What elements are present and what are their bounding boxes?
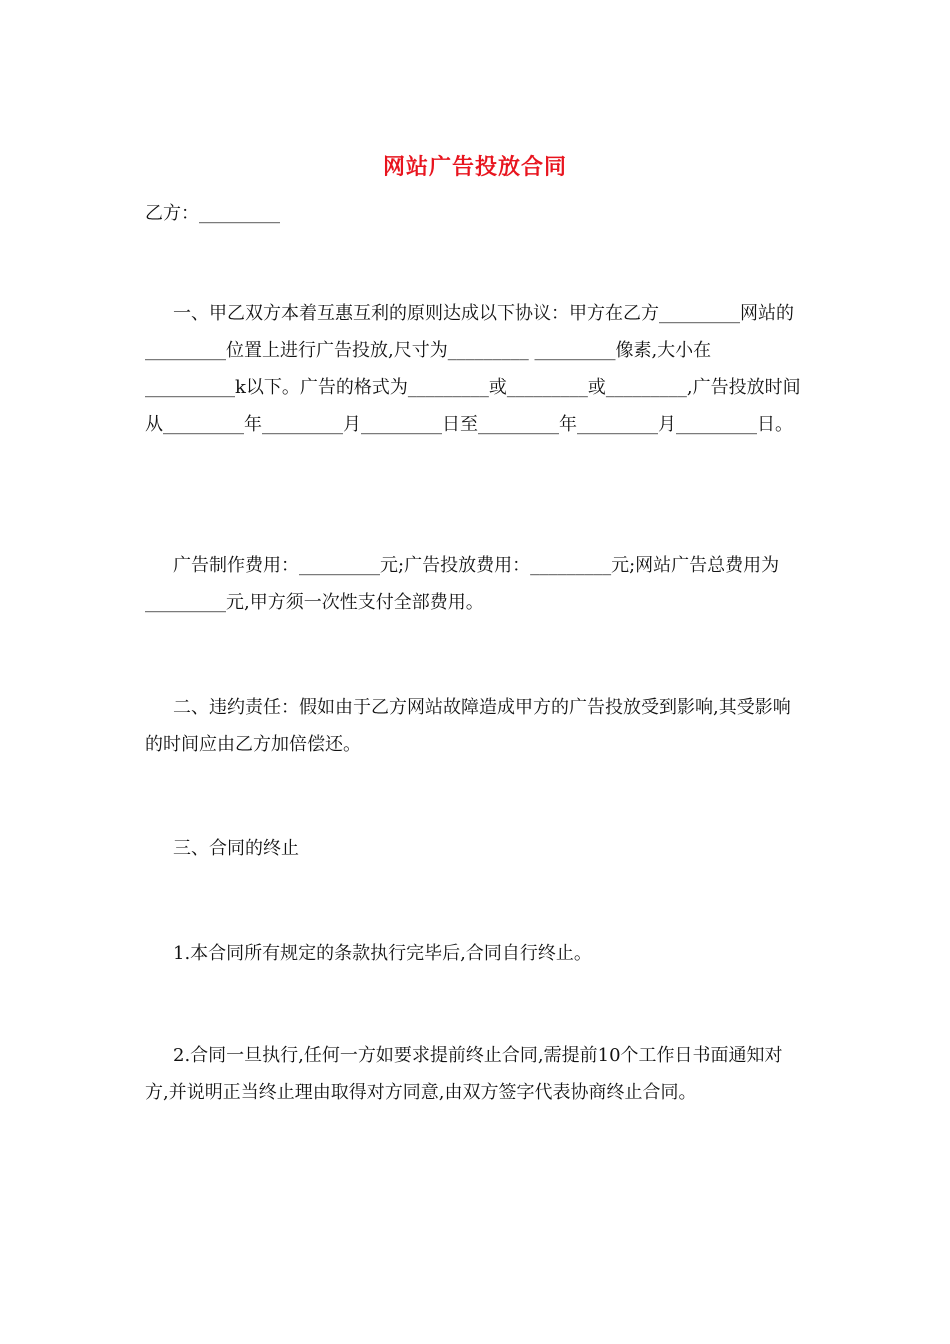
clause-3-heading bbox=[145, 830, 805, 867]
termination-item-1-text: 1.本合同所有规定的条款执行完毕后,合同自行终止。 bbox=[173, 943, 592, 964]
clause-1-text: 一、甲乙双方本着互惠互利的原则达成以下协议：甲方在乙方_________网站的_________位置上进行广告投放,尺寸为_________ _________像素,大小在__________k以下。广告的格式为_________或_________或_________,广告投放时间从_________年_________月_________日至_________年_________月_________日。 bbox=[145, 303, 801, 435]
clause-2-text: 二、违约责任：假如由于乙方网站故障造成甲方的广告投放受到影响,其受影响的时间应由乙方加倍偿还。 bbox=[145, 697, 791, 755]
document-title: 网站广告投放合同 bbox=[382, 154, 567, 180]
fees-paragraph bbox=[145, 547, 805, 621]
termination-item-2 bbox=[145, 1037, 805, 1111]
termination-item-1 bbox=[145, 935, 805, 972]
clause-1-paragraph bbox=[145, 295, 805, 443]
clause-3-text: 三、合同的终止 bbox=[173, 838, 299, 859]
party-b-line: 乙方：_________ bbox=[145, 203, 280, 224]
fees-text: 广告制作费用：_________元;广告投放费用：_________元;网站广告总费用为_________元,甲方须一次性支付全部费用。 bbox=[145, 555, 780, 613]
clause-2-paragraph bbox=[145, 689, 805, 763]
termination-item-2-text: 2.合同一旦执行,任何一方如要求提前终止合同,需提前10个工作日书面通知对方,并说明正当终止理由取得对方同意,由双方签字代表协商终止合同。 bbox=[145, 1045, 783, 1103]
